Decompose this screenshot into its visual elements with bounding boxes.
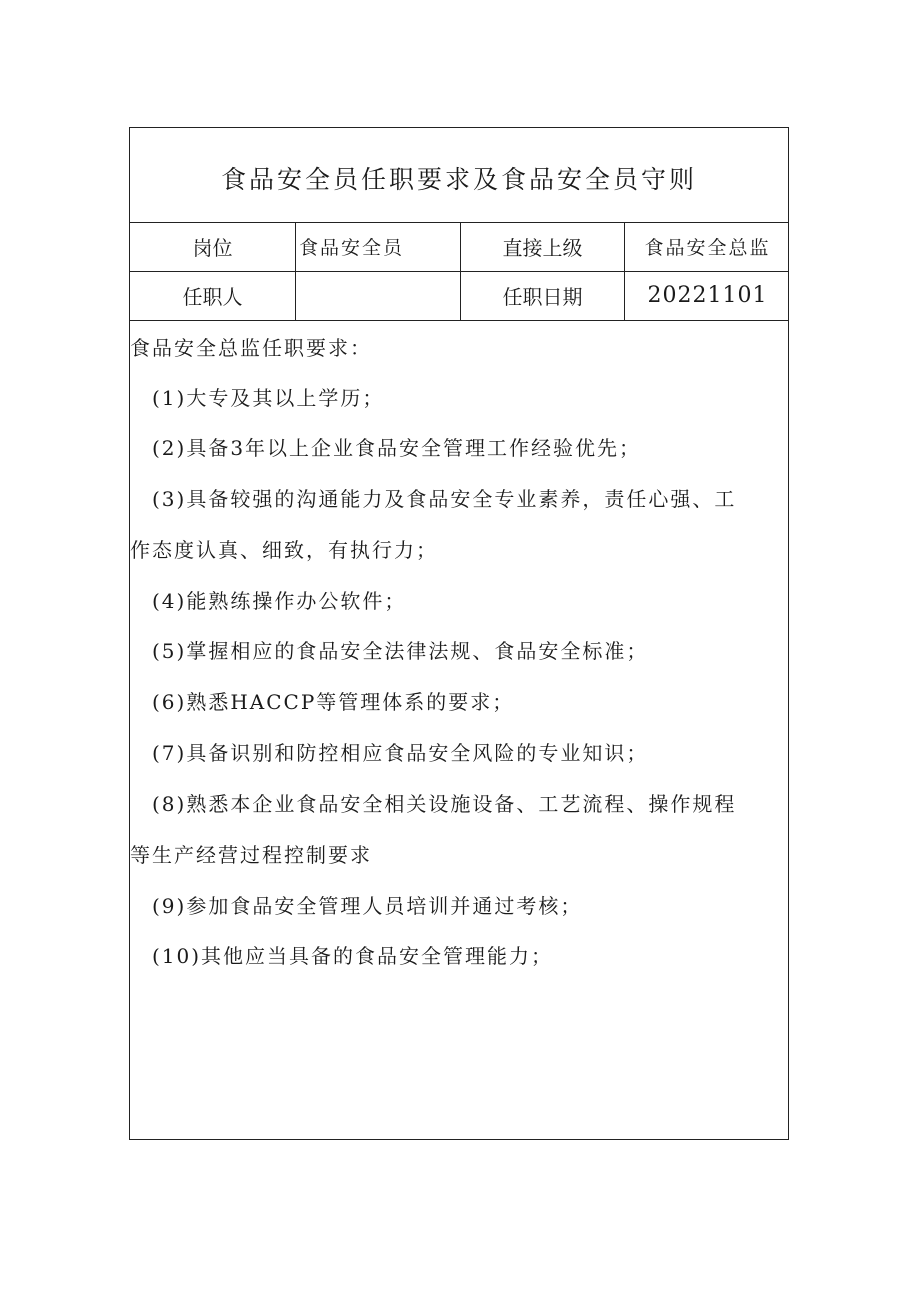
appointment-date-label: 任职日期	[461, 271, 625, 320]
supervisor-label: 直接上级	[461, 222, 625, 271]
requirement-line: (5)掌握相应的食品安全法律法规、食品安全标准；	[152, 639, 649, 663]
position-value-cell	[296, 222, 461, 271]
requirement-line: 作态度认真、细致，有执行力；	[130, 538, 438, 562]
requirement-line: (9)参加食品安全管理人员培训并通过考核；	[152, 894, 583, 918]
supervisor-value-cell	[625, 222, 790, 271]
appointee-value	[296, 271, 461, 320]
title-row	[130, 128, 788, 223]
position-value: 食品安全员	[299, 237, 405, 259]
appointment-date-cell	[625, 271, 790, 320]
info-row-appointee	[130, 271, 788, 321]
requirement-line: 等生产经营过程控制要求	[130, 843, 372, 867]
requirement-line: (4)能熟练操作办公软件；	[152, 589, 407, 613]
requirement-line: (8)熟悉本企业食品安全相关设施设备、工艺流程、操作规程	[152, 792, 737, 816]
document-table	[129, 127, 789, 1140]
requirements-heading: 食品安全总监任职要求：	[130, 336, 372, 360]
requirement-line: (2)具备3年以上企业食品安全管理工作经验优先；	[152, 436, 642, 460]
supervisor-value: 食品安全总监	[644, 237, 771, 259]
requirement-line: (10)其他应当具备的食品安全管理能力；	[152, 944, 554, 968]
position-label: 岗位	[130, 222, 296, 271]
document-title: 食品安全员任职要求及食品安全员守则	[220, 165, 697, 194]
info-row-position	[130, 222, 788, 272]
requirement-line: (6)熟悉HACCP等管理体系的要求；	[152, 690, 515, 714]
appointment-date-value: 20221101	[647, 283, 768, 308]
requirement-line: (3)具备较强的沟通能力及食品安全专业素养，责任心强、工	[152, 487, 737, 511]
appointee-label: 任职人	[130, 271, 296, 320]
requirement-line: (1)大专及其以上学历；	[152, 386, 385, 410]
requirement-line: (7)具备识别和防控相应食品安全风险的专业知识；	[152, 741, 649, 765]
